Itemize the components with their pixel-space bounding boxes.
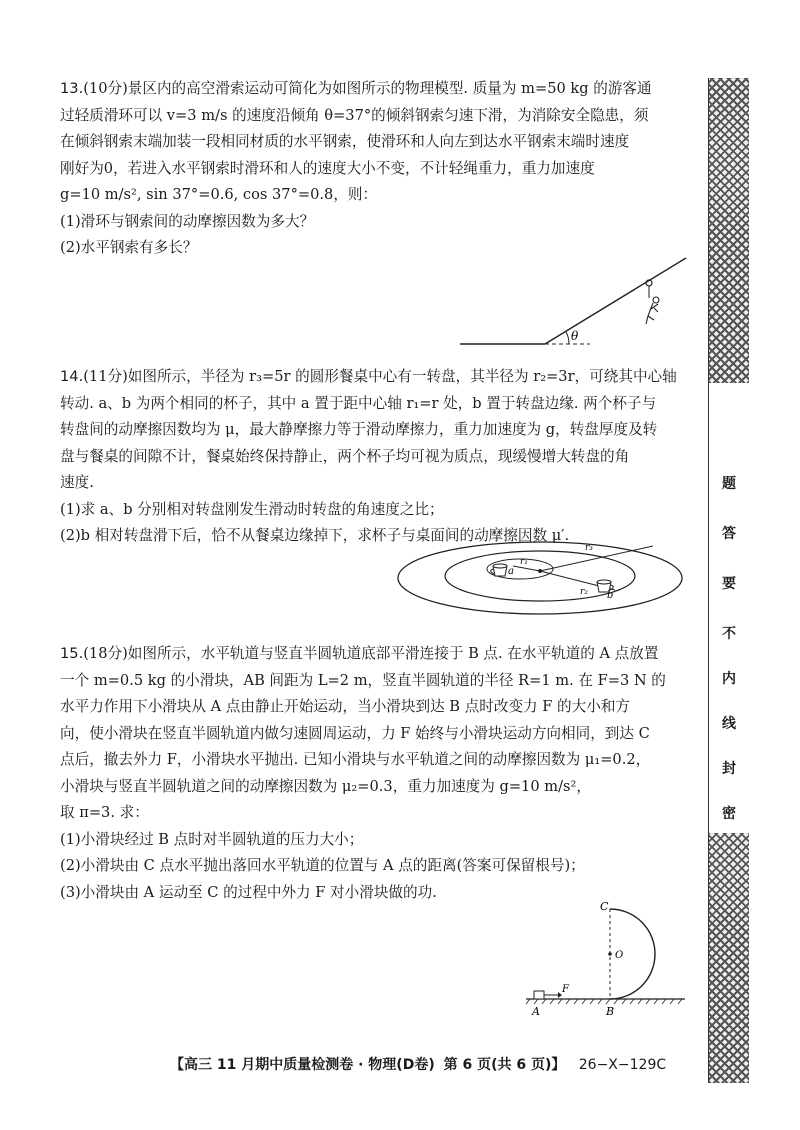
seal-char: 答 <box>722 526 736 542</box>
slider-block <box>534 991 544 999</box>
binding-margin <box>708 78 749 1083</box>
question-text-line: 小滑块与竖直半圆轨道之间的动摩擦因数为 μ₂=0.3，重力加速度为 g=10 m/s²， <box>60 777 591 795</box>
question-15 <box>60 641 700 906</box>
seal-char: 封 <box>722 761 736 777</box>
label-f: F <box>562 984 569 995</box>
turntable-figure <box>395 538 695 620</box>
sub-question: (1)小滑块经过 B 点时对半圆轨道的压力大小； <box>60 830 364 848</box>
question-text-line: (18分)如图所示，水平轨道与竖直半圆轨道底部平滑连接于 B 点. 在水平轨道的 A 点放置 <box>83 645 659 662</box>
question-number: 13. <box>60 80 84 97</box>
question-text-line: 刚好为0，若进入水平钢索时滑环和人的速度大小不变，不计轻绳重力，重力加速度 <box>60 159 595 177</box>
seal-char: 密 <box>722 806 736 822</box>
footer-page: 第 6 页(共 6 页)】 <box>443 1057 566 1073</box>
decorative-border-bottom <box>709 833 749 1083</box>
page-footer <box>170 1055 730 1075</box>
center-point-o <box>608 952 612 956</box>
label-c: C <box>600 900 609 913</box>
cup-a-icon <box>491 564 507 576</box>
question-text-line: 向，使小滑块在竖直半圆轨道内做匀速圆周运动，力 F 始终与小滑块运动方向相同，到达 C <box>60 724 650 742</box>
ground-hatching <box>526 999 682 1004</box>
question-text-line: 速度. <box>60 474 94 491</box>
track-figure <box>520 895 690 1025</box>
decorative-border-top <box>709 78 749 383</box>
angle-arc <box>566 332 569 344</box>
question-13 <box>60 76 700 262</box>
label-b: b <box>607 590 614 601</box>
zipline-figure <box>450 250 700 350</box>
angle-label: θ <box>571 329 579 343</box>
question-text-line: 过轻质滑环可以 v=3 m/s 的速度沿倾角 θ=37°的倾斜钢索匀速下滑，为消除安全隐患，须 <box>60 106 649 124</box>
label-r3: r₃ <box>585 543 593 553</box>
label-o: O <box>615 950 624 961</box>
question-14 <box>60 364 700 550</box>
question-number: 14. <box>60 368 84 385</box>
label-r1: r₁ <box>520 557 528 567</box>
question-text-line: g=10 m/s², sin 37°=0.6, cos 37°=0.8，则： <box>60 186 378 203</box>
label-r2: r₂ <box>580 587 588 597</box>
question-number: 15. <box>60 645 84 662</box>
sub-question: (3)小滑块由 A 运动至 C 的过程中外力 F 对小滑块做的功. <box>60 883 437 901</box>
question-text-line: 一个 m=0.5 kg 的小滑块，AB 间距为 L=2 m，竖直半圆轨道的半径 R=1 m. 在 F=3 N 的 <box>60 671 666 689</box>
footer-code: 26−X−129C <box>578 1057 667 1073</box>
sub-question: (1)求 a、b 分别相对转盘刚发生滑动时转盘的角速度之比； <box>60 500 444 518</box>
question-text-line: 在倾斜钢索末端加装一段相同材质的水平钢索，使滑环和人向左到达水平钢索末端时速度 <box>60 133 630 150</box>
question-text-line: 转动. a、b 为两个相同的杯子，其中 a 置于距中心轴 r₁=r 处，b 置于转盘边缘. 两个杯子与 <box>60 394 657 412</box>
inclined-cable <box>545 258 686 344</box>
radius-r3-line <box>540 546 653 571</box>
footer-title: 【高三 11 月期中质量检测卷 · 物理(D卷) <box>170 1057 435 1073</box>
question-text-line: (11分)如图所示，半径为 r₃=5r 的圆形餐桌中心有一转盘，其半径为 r₂=3r，可绕其中心轴 <box>83 368 677 385</box>
seal-char: 要 <box>722 576 736 592</box>
table-edge <box>398 542 682 614</box>
label-a: A <box>532 1005 540 1018</box>
sub-question: (2)水平钢索有多长？ <box>60 239 198 256</box>
label-b: B <box>606 1005 615 1018</box>
sub-question: (1)滑环与钢索间的动摩擦因数为多大？ <box>60 212 315 230</box>
label-a: a <box>508 566 514 577</box>
sub-question: (2)小滑块由 C 点水平抛出落回水平轨道的位置与 A 点的距离(答案可保留根号)； <box>60 857 585 874</box>
question-text-line: 点后，撤去外力 F，小滑块水平抛出. 已知小滑块与水平轨道之间的动摩擦因数为 μ₁=0.2， <box>60 751 651 768</box>
seal-char: 线 <box>722 716 736 732</box>
rider-icon <box>646 297 659 324</box>
question-text-line: (10分)景区内的高空滑索运动可简化为如图所示的物理模型. 质量为 m=50 kg 的游客通 <box>83 80 652 97</box>
question-text-line: 水平力作用下小滑块从 A 点由静止开始运动，当小滑块到达 B 点时改变力 F 的大小和方 <box>60 698 631 715</box>
seal-char: 不 <box>722 626 736 642</box>
question-text-line: 转盘间的动摩擦因数均为 μ，最大静摩擦力等于滑动摩擦力，重力加速度为 g，转盘厚度及转 <box>60 421 658 438</box>
seal-line-strip <box>709 383 749 833</box>
question-text-line: 盘与餐桌的间隙不计，餐桌始终保持静止，两个杯子均可视为质点，现缓慢增大转盘的角 <box>60 447 630 465</box>
seal-char: 题 <box>722 476 736 492</box>
sub-question: (2)b 相对转盘滑下后，恰不从餐桌边缘掉下，求杯子与桌面间的动摩擦因数 μ′. <box>60 527 570 544</box>
question-text-line: 取 π=3. 求： <box>60 804 149 821</box>
seal-char: 内 <box>722 671 736 687</box>
